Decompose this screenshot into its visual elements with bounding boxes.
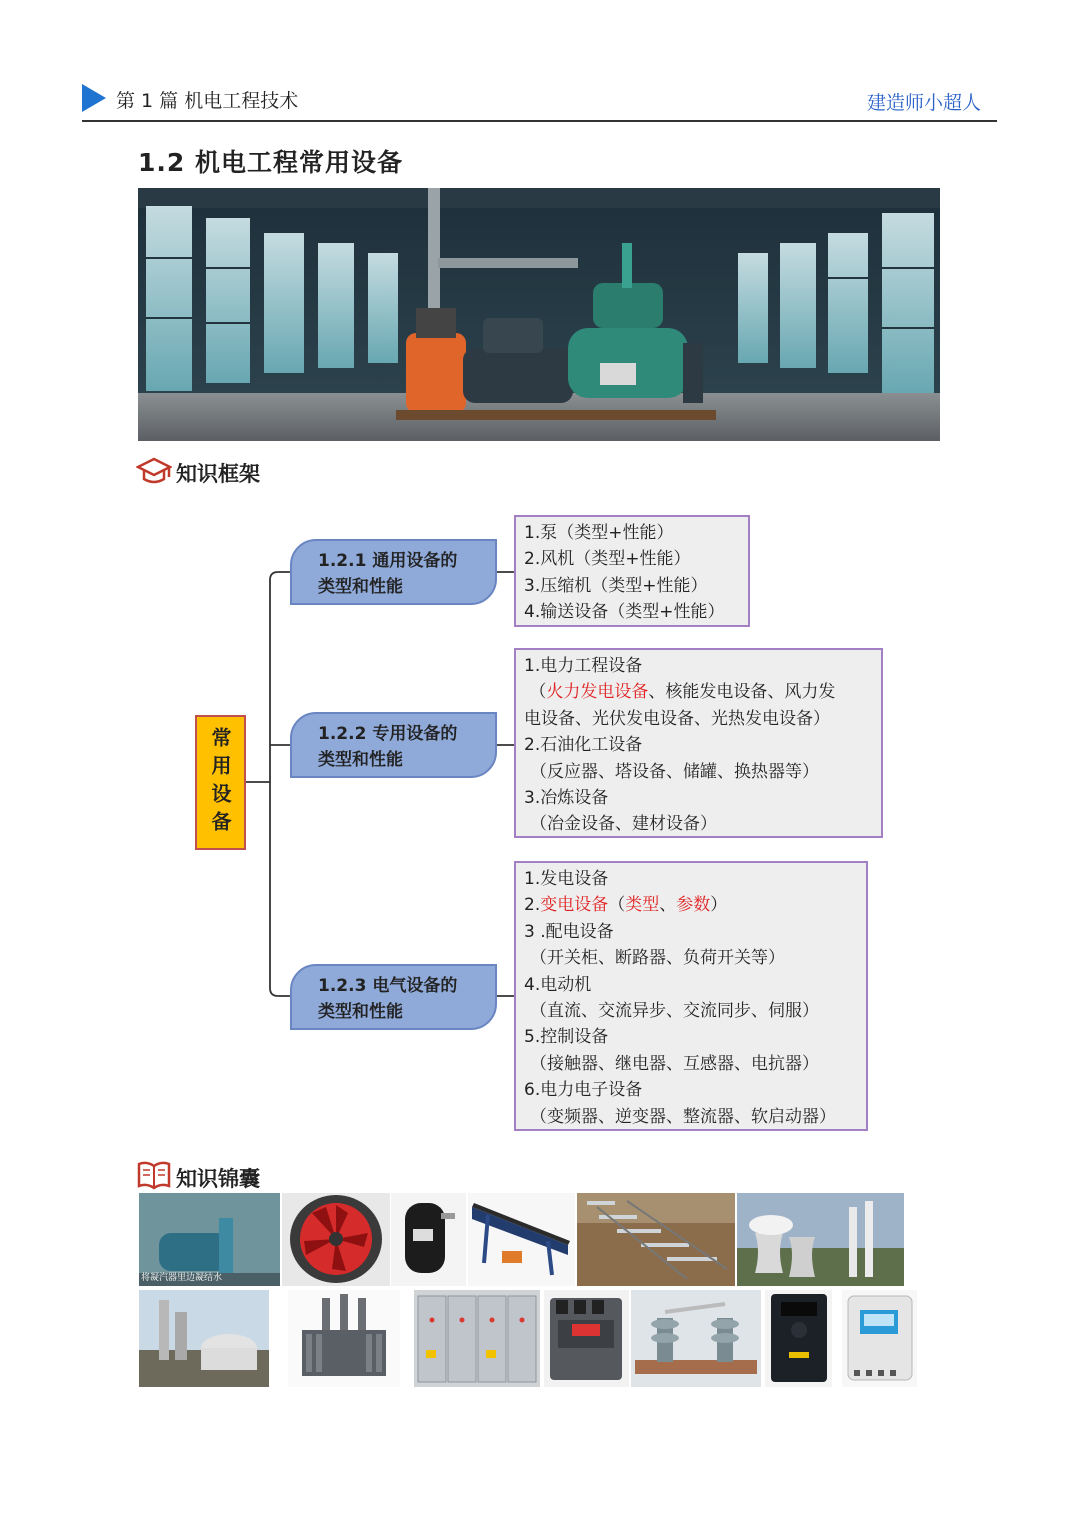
branch-general-equipment	[290, 539, 497, 605]
thumb-disconnect-switch	[631, 1290, 761, 1387]
list-item: （变频器、逆变器、整流器、软启动器）	[530, 1106, 836, 1127]
list-item: 6.电力电子设备	[524, 1080, 643, 1101]
list-item: 1.电力工程设备	[524, 656, 643, 676]
branch-line2: 类型和性能	[318, 750, 403, 770]
section-title: 1.2 机电工程常用设备	[138, 148, 403, 177]
list-item: 2.风机（类型+性能）	[524, 549, 691, 570]
list-item: 3.压缩机（类型+性能）	[524, 575, 708, 596]
thumb-petrochemical	[139, 1290, 269, 1387]
thumb-caption: 将凝汽器里边凝结水	[141, 1273, 223, 1283]
list-item: 2.变电设备（类型、参数）	[524, 895, 728, 916]
branch-special-equipment	[290, 712, 497, 778]
highlight-text: 火力发电设备	[546, 682, 649, 703]
branch-line1: 1.2.3 电气设备的	[318, 976, 458, 996]
gallery-heading: 知识锦囊	[176, 1167, 260, 1191]
thumb-transformer	[288, 1290, 400, 1387]
part-title: 第 1 篇 机电工程技术	[116, 90, 299, 112]
highlight-text: 变电设备	[540, 895, 609, 916]
open-book-icon	[136, 1160, 172, 1190]
leaf-special-equipment	[514, 648, 883, 838]
brand-name: 建造师小超人	[866, 92, 981, 114]
list-item: （冶金设备、建材设备）	[530, 814, 717, 835]
list-item: 5.控制设备	[524, 1027, 609, 1048]
list-item: （反应器、塔设备、储罐、换热器等）	[530, 761, 819, 782]
thumb-compressor	[391, 1193, 466, 1286]
root-label: 常用设备	[208, 726, 232, 839]
branch-line2: 类型和性能	[318, 577, 403, 597]
thumb-switchgear	[414, 1290, 540, 1387]
branch-electrical-equipment	[290, 964, 497, 1030]
thumb-inverter	[765, 1290, 832, 1387]
leaf-general-equipment	[514, 515, 750, 627]
thumb-belt-conveyor	[468, 1193, 575, 1286]
branch-line2: 类型和性能	[318, 1002, 403, 1022]
list-item: 3 .配电设备	[524, 921, 614, 942]
mindmap-root	[195, 715, 246, 850]
thumb-roller-conveyor	[577, 1193, 735, 1286]
thumb-power-plant	[737, 1193, 904, 1286]
thumb-pump	[139, 1193, 280, 1286]
list-item: （接触器、继电器、互感器、电抗器）	[530, 1053, 819, 1074]
list-item: 电设备、光伏发电设备、光热发电设备）	[524, 708, 830, 729]
list-item: 4.输送设备（类型+性能）	[524, 602, 725, 623]
branch-line1: 1.2.2 专用设备的	[318, 724, 458, 744]
list-item: （火力发电设备、核能发电设备、风力发	[529, 682, 836, 703]
thumb-circuit-breaker	[544, 1290, 629, 1387]
branch-line1: 1.2.1 通用设备的	[318, 551, 458, 571]
thumb-fan	[282, 1193, 390, 1286]
list-item: （开关柜、断路器、负荷开关等）	[530, 948, 785, 969]
list-item: 2.石油化工设备	[524, 735, 643, 756]
list-item: 4.电动机	[524, 974, 592, 995]
list-item: 3.冶炼设备	[524, 788, 609, 809]
list-item: （直流、交流异步、交流同步、伺服）	[530, 1001, 819, 1022]
thumb-soft-starter	[842, 1290, 917, 1387]
list-item: 1.发电设备	[524, 869, 609, 889]
leaf-electrical-equipment	[514, 861, 868, 1131]
framework-heading: 知识框架	[176, 462, 260, 486]
list-item: 1.泵（类型+性能）	[524, 523, 674, 543]
